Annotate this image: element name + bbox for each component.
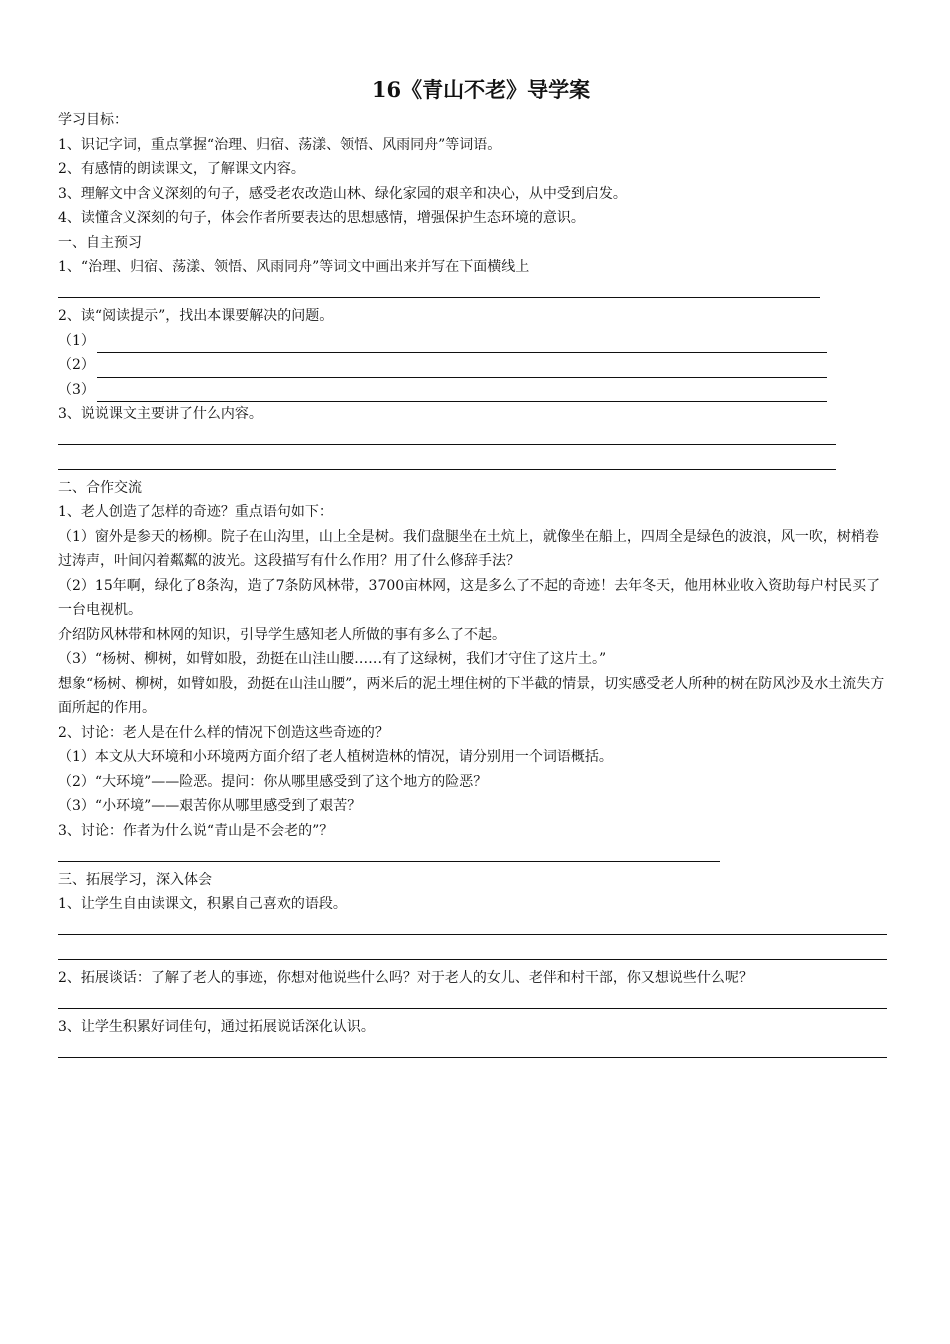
section1-question-2: 2、读“阅读提示”，找出本课要解决的问题。 bbox=[58, 308, 334, 324]
answer-line[interactable] bbox=[58, 941, 892, 966]
section2-question-1: 1、老人创造了怎样的奇迹？重点语句如下： bbox=[58, 504, 333, 520]
discussion-item: （2）“大环境”——险恶。提问：你从哪里感受到了这个地方的险恶？ bbox=[58, 773, 488, 790]
section3-heading: 三、拓展学习，深入体会 bbox=[58, 871, 212, 888]
answer-item[interactable] bbox=[58, 353, 892, 378]
discussion-item: （3）“小环境”——艰苦你从哪里感受到了艰苦？ bbox=[58, 798, 362, 814]
goal-item: 2、有感情的朗读课文，了解课文内容。 bbox=[58, 161, 305, 177]
answer-line[interactable] bbox=[58, 990, 892, 1015]
answer-item-number: （2） bbox=[58, 357, 95, 373]
guidance-paragraph: 想象“杨树、柳树，如臂如股，劲挺在山洼山腰”，两米后的泥土埋住树的下半截的情景，切实感受老人所种的树在防风沙及水土流失方面所起的作用。 bbox=[58, 675, 885, 716]
section2-heading: 二、合作交流 bbox=[58, 479, 142, 496]
answer-line[interactable] bbox=[97, 363, 827, 378]
answer-item[interactable] bbox=[58, 329, 892, 354]
page-title: 16《青山不老》导学案 bbox=[371, 77, 591, 102]
answer-line[interactable] bbox=[97, 338, 827, 353]
answer-line[interactable] bbox=[58, 1039, 892, 1064]
answer-line[interactable] bbox=[58, 280, 892, 305]
goals-heading: 学习目标： bbox=[58, 112, 128, 128]
excerpt-paragraph: （1）窗外是参天的杨柳。院子在山沟里，山上全是树。我们盘腿坐在土炕上，就像坐在船上，四周全是绿色的波浪，风一吹，树梢卷过涛声，叶间闪着粼粼的波光。这段描写有什么作用？用了什么修辞手法？ bbox=[58, 528, 879, 569]
answer-line[interactable] bbox=[58, 917, 892, 942]
excerpt-paragraph: （2）15年啊，绿化了8条沟，造了7条防风林带，3700亩林网，这是多么了不起的奇迹！去年冬天，他用林业收入资助每户村民买了一台电视机。 bbox=[58, 577, 881, 618]
section3-question-3: 3、让学生积累好词佳句，通过拓展说话深化认识。 bbox=[58, 1018, 375, 1035]
answer-line[interactable] bbox=[97, 387, 827, 402]
goal-item: 1、识记字词，重点掌握“治理、归宿、荡漾、领悟、风雨同舟”等词语。 bbox=[58, 136, 502, 153]
section3-question-2: 2、拓展谈话：了解了老人的事迹，你想对他说些什么吗？对于老人的女儿、老伴和村干部，你又想说些什么呢？ bbox=[58, 969, 753, 986]
answer-line[interactable] bbox=[58, 843, 892, 868]
answer-item[interactable] bbox=[58, 378, 892, 403]
section2-question-2: 2、讨论：老人是在什么样的情况下创造这些奇迹的？ bbox=[58, 724, 389, 741]
worksheet-page bbox=[58, 72, 892, 1064]
section1-question-1: 1、“治理、归宿、荡漾、领悟、风雨同舟”等词文中画出来并写在下面横线上 bbox=[58, 259, 530, 275]
section1-heading: 一、自主预习 bbox=[58, 234, 142, 251]
goal-item: 4、读懂含义深刻的句子，体会作者所要表达的思想感情，增强保护生态环境的意识。 bbox=[58, 210, 585, 226]
goal-item: 3、理解文中含义深刻的句子，感受老农改造山林、绿化家园的艰辛和决心，从中受到启发。 bbox=[58, 185, 627, 202]
section1-question-3: 3、说说课文主要讲了什么内容。 bbox=[58, 406, 263, 422]
section3-question-1: 1、让学生自由读课文，积累自己喜欢的语段。 bbox=[58, 896, 347, 912]
discussion-item: （1）本文从大环境和小环境两方面介绍了老人植树造林的情况，请分别用一个词语概括。 bbox=[58, 749, 613, 765]
answer-item-number: （1） bbox=[58, 332, 95, 349]
section2-question-3: 3、讨论：作者为什么说“青山是不会老的”？ bbox=[58, 822, 334, 839]
answer-line[interactable] bbox=[58, 427, 892, 452]
excerpt-paragraph: （3）“杨树、柳树，如臂如股，劲挺在山洼山腰……有了这绿树，我们才守住了这片土。” bbox=[58, 651, 607, 667]
answer-item-number: （3） bbox=[58, 381, 95, 398]
guidance-paragraph: 介绍防风林带和林网的知识，引导学生感知老人所做的事有多么了不起。 bbox=[58, 626, 506, 643]
answer-line[interactable] bbox=[58, 451, 892, 476]
